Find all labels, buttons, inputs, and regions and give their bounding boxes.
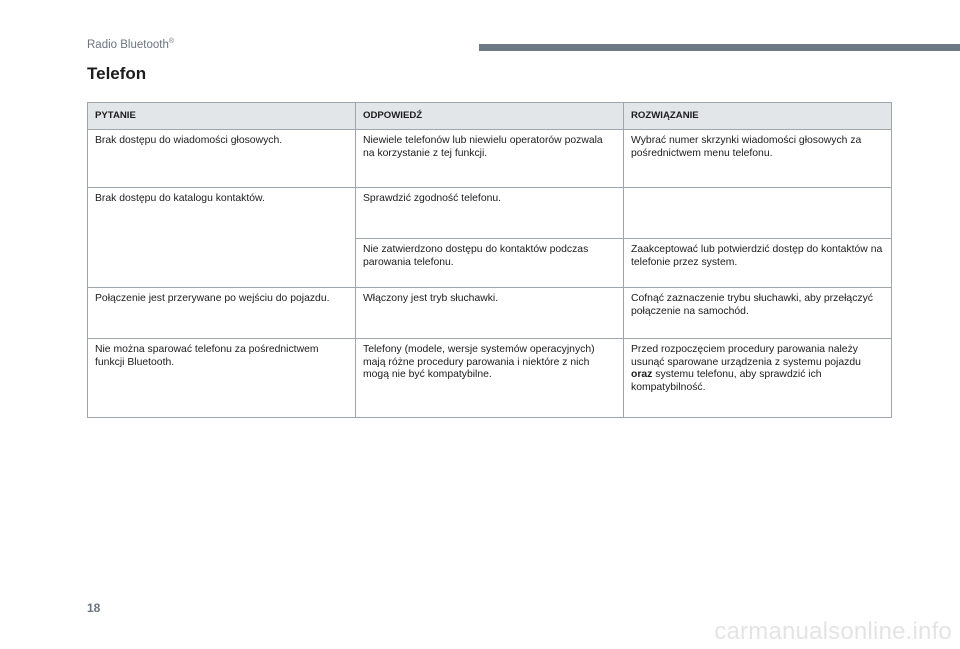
answer-cell: Nie zatwierdzono dostępu do kontaktów podczas parowania telefonu. <box>356 239 624 288</box>
column-header-solution: ROZWIĄZANIE <box>624 103 892 130</box>
running-header <box>87 38 174 51</box>
running-header-title: Radio Bluetooth <box>87 38 169 51</box>
section-title: Telefon <box>87 64 147 83</box>
table-row <box>88 130 892 188</box>
page-number: 18 <box>87 601 101 615</box>
watermark: carmanualsonline.info <box>714 618 952 645</box>
solution-text-after: systemu telefonu, aby sprawdzić ich kompatybilność. <box>631 369 822 393</box>
column-header-answer: ODPOWIEDŹ <box>356 103 624 130</box>
table-row <box>88 188 892 239</box>
solution-cell: Zaakceptować lub potwierdzić dostęp do kontaktów na telefonie przez system. <box>624 239 892 288</box>
troubleshooting-table <box>87 102 892 418</box>
solution-text-bold: oraz <box>631 369 653 381</box>
answer-cell: Telefony (modele, wersje systemów operacyjnych) mają różne procedury parowania i niektóre z nich mogą nie być kompatybilne. <box>356 339 624 418</box>
solution-text-before: Przed rozpoczęciem procedury parowania należy usunąć sparowane urządzenia z systemu pojazdu <box>631 344 861 368</box>
header-bar <box>479 44 960 51</box>
question-cell: Brak dostępu do katalogu kontaktów. <box>88 188 356 288</box>
solution-cell <box>624 339 892 418</box>
question-cell: Nie można sparować telefonu za pośrednictwem funkcji Bluetooth. <box>88 339 356 418</box>
solution-cell <box>624 188 892 239</box>
answer-cell: Włączony jest tryb słuchawki. <box>356 288 624 339</box>
answer-cell: Sprawdzić zgodność telefonu. <box>356 188 624 239</box>
table-row <box>88 288 892 339</box>
answer-cell: Niewiele telefonów lub niewielu operatorów pozwala na korzystanie z tej funkcji. <box>356 130 624 188</box>
question-cell: Połączenie jest przerywane po wejściu do pojazdu. <box>88 288 356 339</box>
registered-mark: ® <box>168 38 175 45</box>
column-header-question: PYTANIE <box>88 103 356 130</box>
solution-cell: Wybrać numer skrzynki wiadomości głosowych za pośrednictwem menu telefonu. <box>624 130 892 188</box>
table-header-row <box>88 103 892 130</box>
table-row <box>88 339 892 418</box>
question-cell: Brak dostępu do wiadomości głosowych. <box>88 130 356 188</box>
solution-cell: Cofnąć zaznaczenie trybu słuchawki, aby przełączyć połączenie na samochód. <box>624 288 892 339</box>
